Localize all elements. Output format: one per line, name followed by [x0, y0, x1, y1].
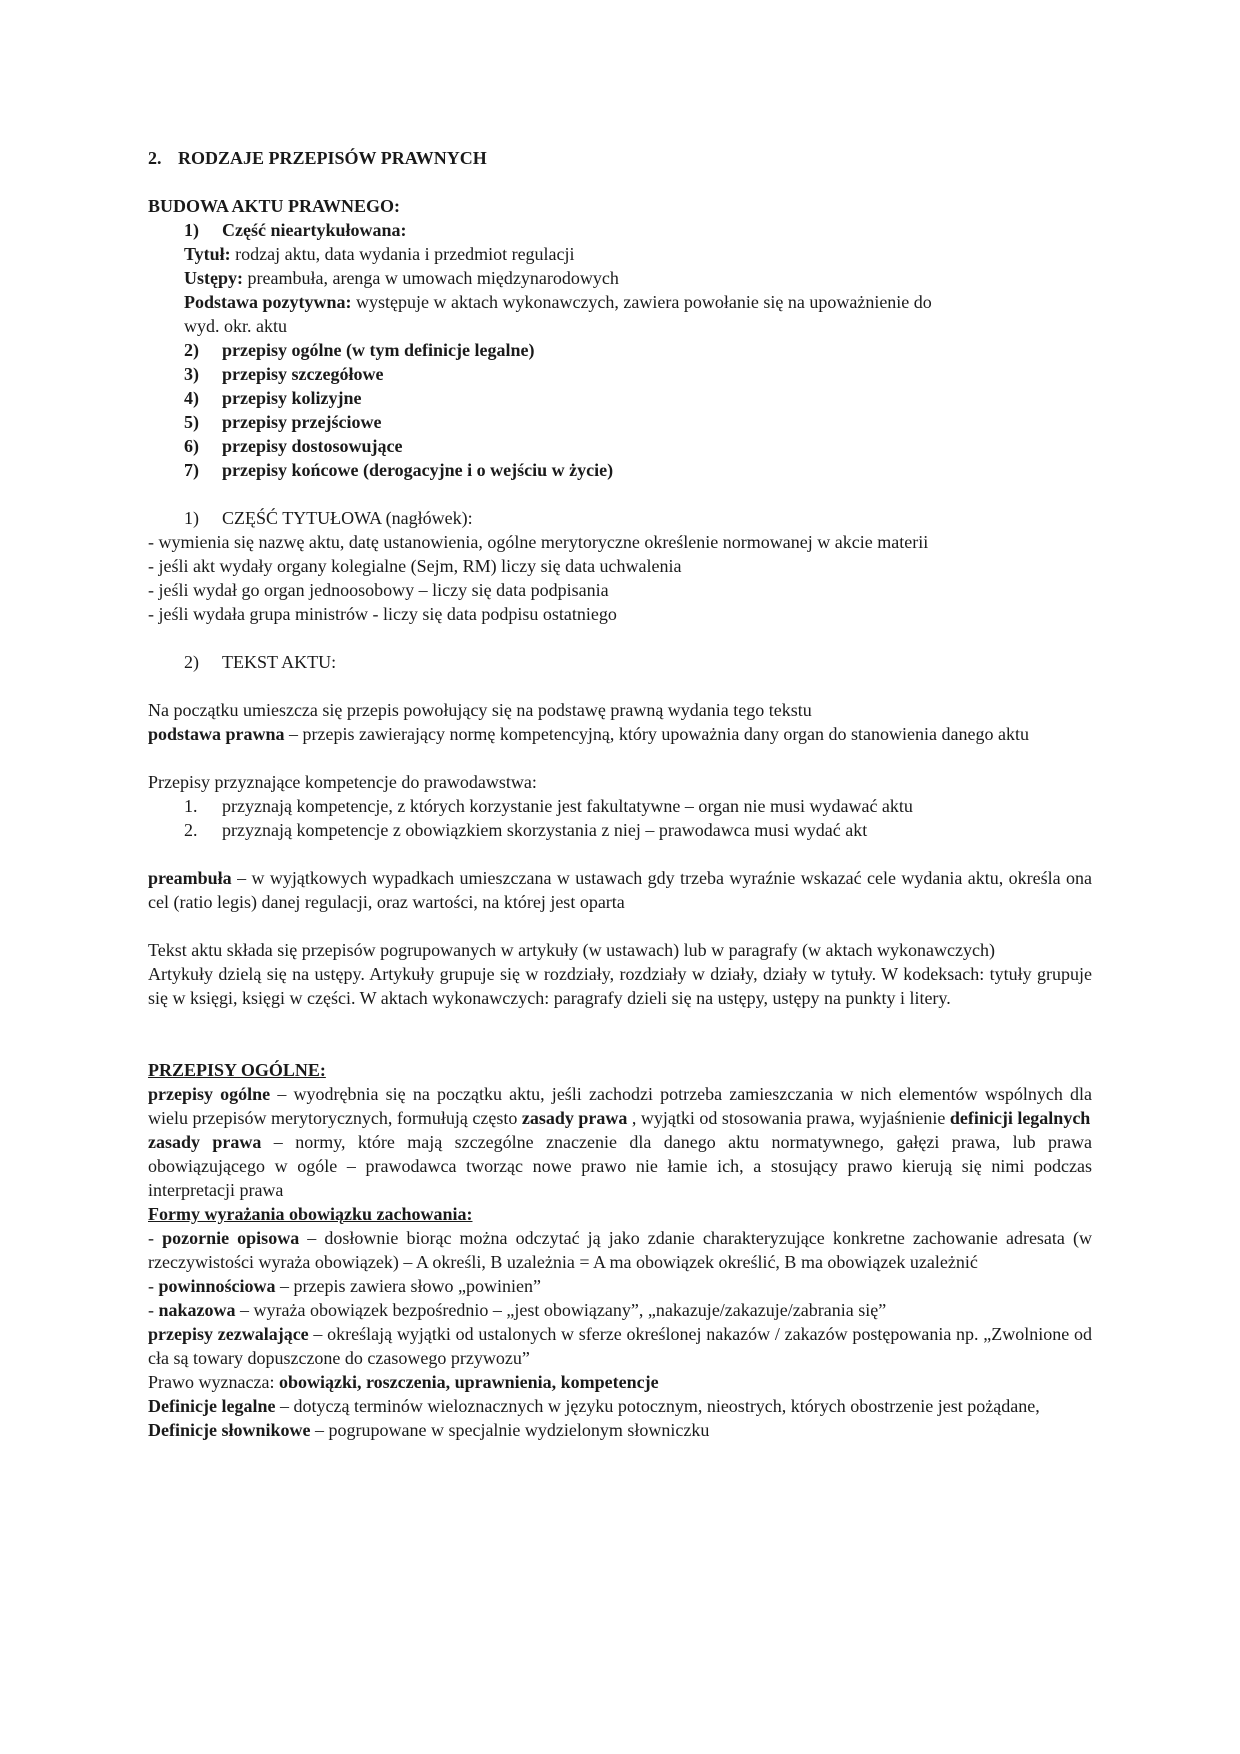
def-slow-label: Definicje słownikowe — [148, 1420, 311, 1440]
tekst-aktu-heading — [148, 650, 1092, 674]
podstawa-prawna-label: podstawa prawna — [148, 724, 285, 744]
ustepy-label: Ustępy: — [184, 268, 243, 288]
forma-nakazowa — [148, 1298, 1092, 1322]
ustepy-text: preambuła, arenga w umowach międzynarodowych — [243, 268, 619, 288]
p1-bold-d: definicji legalnych — [949, 1108, 1091, 1128]
item-label: przepisy kolizyjne — [222, 388, 362, 408]
item-label: TEKST AKTU: — [222, 652, 337, 672]
wyznacza-bold: obowiązki, roszczenia, uprawnienia, kompetencje — [278, 1372, 659, 1392]
item-label: przepisy dostosowujące — [222, 436, 403, 456]
p1-bold-b: zasady prawa — [521, 1108, 628, 1128]
f2-label: powinnościowa — [158, 1276, 276, 1296]
section-title: RODZAJE PRZEPISÓW PRAWNYCH — [178, 148, 487, 168]
budowa-item — [148, 338, 1092, 362]
podstawa-line-2: wyd. okr. aktu — [184, 316, 287, 336]
f1-text: – dosłownie biorąc można odczytać ją jako zdanie charakteryzujące konkretne zachowanie adresata (w rzeczywistości wyraża obowiązek) – A określi, B uzależnia = A ma obowiązek określić, B ma obowiązek uzależnić — [148, 1228, 1092, 1272]
p2-label: zasady prawa — [148, 1132, 262, 1152]
list-number: 2. — [184, 820, 198, 840]
czesc-tytulowa-bullet: - wymienia się nazwę aktu, datę ustanowienia, ogólne merytoryczne określenie normowanej w akcie materii — [148, 532, 929, 552]
item-number: 6) — [184, 436, 199, 456]
prawo-wyznacza-line — [148, 1370, 1092, 1394]
def-leg-text: – dotyczą terminów wieloznacznych w języku potocznym, nieostrych, których obostrzenie jest pożądane, — [275, 1396, 1040, 1416]
budowa-item — [148, 362, 1092, 386]
podstawa-prawna-text: – przepis zawierający normę kompetencyjną, który upoważnia dany organ do stanowienia danego aktu — [284, 724, 1029, 744]
podstawa-label: Podstawa pozytywna: — [184, 292, 352, 312]
item-number: 4) — [184, 388, 199, 408]
def-leg-label: Definicje legalne — [148, 1396, 276, 1416]
list-text: przyznają kompetencje z obowiązkiem skorzystania z niej – prawodawca musi wydać akt — [222, 820, 868, 840]
przepisy-list-item — [148, 818, 1092, 842]
item-number: 3) — [184, 364, 199, 384]
sklad-paragraph: Tekst aktu składa się przepisów pogrupowanych w artykuły (w ustawach) lub w paragrafy (w aktach wykonawczych) — [148, 940, 995, 960]
dash: - — [148, 1228, 163, 1248]
section-heading — [148, 146, 1092, 170]
preambula-label: preambuła — [148, 868, 232, 888]
p2-text: – normy, które mają szczególne znaczenie dla danego aktu normatywnego, gałęzi prawa, lub prawa obowiązującego w ogóle – prawodawca tworząc nowe prawo nie łamie ich, a stosujący prawo kierują się nimi podczas interpretacji prawa — [148, 1132, 1092, 1200]
zezw-label: przepisy zezwalające — [148, 1324, 309, 1344]
definicje-slownikowe-line — [148, 1418, 1092, 1442]
podstawa-line — [148, 290, 1092, 314]
tytul-line — [148, 242, 1092, 266]
budowa-item — [148, 458, 1092, 482]
czesc-tytulowa-heading — [148, 506, 1092, 530]
wyznacza-text: Prawo wyznacza: — [148, 1372, 279, 1392]
forma-powinnosciowa — [148, 1274, 1092, 1298]
przepisy-ogolne-paragraph — [148, 1082, 1092, 1130]
f3-text: – wyraża obowiązek bezpośrednio – „jest obowiązany”, „nakazuje/zakazuje/zabrania się” — [235, 1300, 887, 1320]
zasady-prawa-paragraph — [148, 1130, 1092, 1202]
item-number: 2) — [184, 340, 199, 360]
artykuly-paragraph: Artykuły dzielą się na ustępy. Artykuły grupuje się w rozdziały, rozdziały w działy, działy w tytuły. W kodeksach: tytuły grupuje się w księgi, księgi w części. W aktach wykonawczych: paragrafy dzieli się na ustępy, ustępy na punkty i litery. — [148, 964, 1092, 1008]
przepisy-zezwalajace-paragraph — [148, 1322, 1092, 1370]
f1-label: pozornie opisowa — [162, 1228, 300, 1248]
item-number: 1) — [184, 220, 199, 240]
ustepy-line — [148, 266, 1092, 290]
przepisy-intro: Przepisy przyznające kompetencje do prawodawstwa: — [148, 772, 537, 792]
czesc-tytulowa-bullet: - jeśli wydał go organ jednoosobowy – liczy się data podpisania — [148, 580, 609, 600]
list-text: przyznają kompetencje, z których korzystanie jest fakultatywne – organ nie musi wydawać aktu — [222, 796, 913, 816]
document-page — [148, 146, 1092, 1442]
budowa-item — [148, 434, 1092, 458]
p1-label: przepisy ogólne — [148, 1084, 271, 1104]
przepisy-list-item — [148, 794, 1092, 818]
item-number: 5) — [184, 412, 199, 432]
dash: - — [148, 1276, 159, 1296]
tytul-text: rodzaj aktu, data wydania i przedmiot regulacji — [230, 244, 575, 264]
list-number: 1. — [184, 796, 198, 816]
def-slow-text: – pogrupowane w specjalnie wydzielonym słowniczku — [310, 1420, 710, 1440]
formy-title: Formy wyrażania obowiązku zachowania: — [148, 1204, 473, 1224]
item-label: CZĘŚĆ TYTUŁOWA (nagłówek): — [222, 508, 473, 528]
podstawa-prawna-paragraph — [148, 722, 1092, 746]
item-number: 7) — [184, 460, 199, 480]
dash: - — [148, 1300, 159, 1320]
item-label: przepisy końcowe (derogacyjne i o wejściu w życie) — [222, 460, 614, 480]
podstawa-text: występuje w aktach wykonawczych, zawiera powołanie się na upoważnienie do — [351, 292, 932, 312]
tekst-aktu-intro: Na początku umieszcza się przepis powołujący się na podstawę prawną wydania tego tekstu — [148, 700, 812, 720]
budowa-item — [148, 386, 1092, 410]
p1-text-a: – wyodrębnia się na początku aktu, jeśli zachodzi potrzeba zamieszczania w nich elementów wspólnych dla wielu przepisów merytorycznych, formułują często — [148, 1084, 1092, 1128]
preambula-text: – w wyjątkowych wypadkach umieszczana w ustawach gdy trzeba wyraźnie wskazać cele wydania aktu, określa ona cel (ratio legis) danej regulacji, oraz wartości, na której jest oparta — [148, 868, 1092, 912]
preambula-paragraph — [148, 866, 1092, 914]
item-number: 1) — [184, 508, 199, 528]
item-label: przepisy ogólne (w tym definicje legalne) — [222, 340, 535, 360]
item-label: przepisy przejściowe — [222, 412, 382, 432]
f3-label: nakazowa — [158, 1300, 236, 1320]
czesc-tytulowa-bullet: - jeśli akt wydały organy kolegialne (Sejm, RM) liczy się data uchwalenia — [148, 556, 682, 576]
budowa-title: BUDOWA AKTU PRAWNEGO: — [148, 196, 401, 216]
definicje-legalne-paragraph — [148, 1394, 1092, 1418]
budowa-item — [148, 410, 1092, 434]
zezw-text: – określają wyjątki od ustalonych w sferze określonej nakazów / zakazów postępowania np. „Zwolnione od cła są towary dopuszczone do czasowego przywozu” — [148, 1324, 1093, 1368]
przepisy-ogolne-title: PRZEPISY OGÓLNE: — [148, 1060, 326, 1080]
forma-pozornie-opisowa — [148, 1226, 1092, 1274]
item-number: 2) — [184, 652, 199, 672]
f2-text: – przepis zawiera słowo „powinien” — [275, 1276, 541, 1296]
czesc-tytulowa-bullet: - jeśli wydała grupa ministrów - liczy się data podpisu ostatniego — [148, 604, 617, 624]
section-number: 2. — [148, 148, 162, 168]
item-label: przepisy szczegółowe — [222, 364, 384, 384]
p1-text-c: , wyjątki od stosowania prawa, wyjaśnienie — [627, 1108, 950, 1128]
item-label: Część nieartykułowana: — [222, 220, 407, 240]
tytul-label: Tytuł: — [184, 244, 231, 264]
budowa-item-1 — [148, 218, 1092, 242]
